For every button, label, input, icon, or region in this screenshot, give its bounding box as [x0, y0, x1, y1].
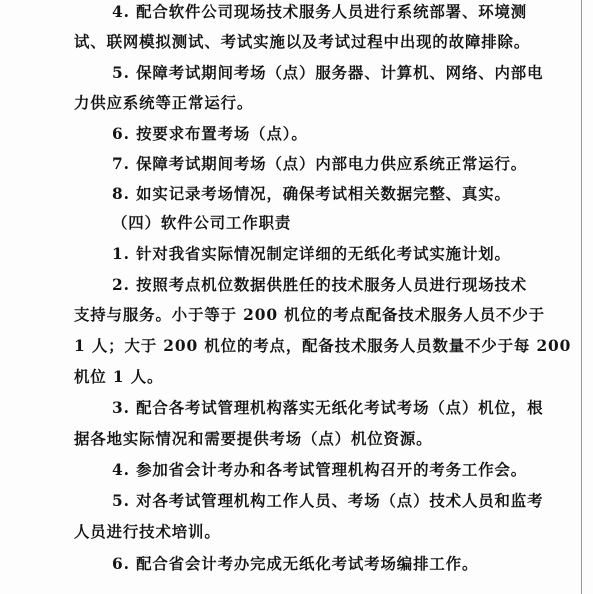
duty-5-line-2: 人员进行技术培训。	[74, 523, 221, 541]
paragraph-7: 7. 保障考试期间考场（点）内部电力供应系统正常运行。	[112, 155, 528, 173]
section-heading-software-company: （四）软件公司工作职责	[112, 214, 292, 232]
duty-6: 6. 配合省会计考办完成无纸化考试考场编排工作。	[112, 555, 479, 573]
duty-2-line-3: 1 人；大于 200 机位的考点，配备技术服务人员数量不少于每 200	[74, 337, 572, 355]
paragraph-4-line-2: 试、联网模拟测试、考试实施以及考试过程中出现的故障排除。	[74, 33, 531, 51]
duty-2-line-2: 支持与服务。小于等于 200 机位的考点配备技术服务人员不少于	[74, 306, 545, 324]
paragraph-8: 8. 如实记录考场情况，确保考试相关数据完整、真实。	[112, 185, 511, 203]
paragraph-5-line-1: 5. 保障考试期间考场（点）服务器、计算机、网络、内部电	[112, 64, 544, 82]
duty-3-line-2: 据各地实际情况和需要提供考场（点）机位资源。	[74, 430, 433, 448]
duty-2-line-4: 机位 1 人。	[74, 368, 164, 386]
paragraph-4-line-1: 4. 配合软件公司现场技术服务人员进行系统部署、环境测	[112, 3, 528, 21]
duty-4: 4. 参加省会计考办和各考试管理机构召开的考务工作会。	[112, 461, 528, 479]
duty-1: 1. 针对我省实际情况制定详细的无纸化考试实施计划。	[112, 245, 511, 263]
page-edge-rule	[581, 0, 582, 594]
duty-2-line-1: 2. 按照考点机位数据供胜任的技术服务人员进行现场技术	[112, 276, 528, 294]
duty-5-line-1: 5. 对各考试管理机构工作人员、考场（点）技术人员和监考	[112, 492, 544, 510]
duty-3-line-1: 3. 配合各考试管理机构落实无纸化考试考场（点）机位，根	[112, 399, 544, 417]
paragraph-6: 6. 按要求布置考场（点）。	[112, 125, 308, 143]
paragraph-5-line-2: 力供应系统等正常运行。	[74, 94, 254, 112]
